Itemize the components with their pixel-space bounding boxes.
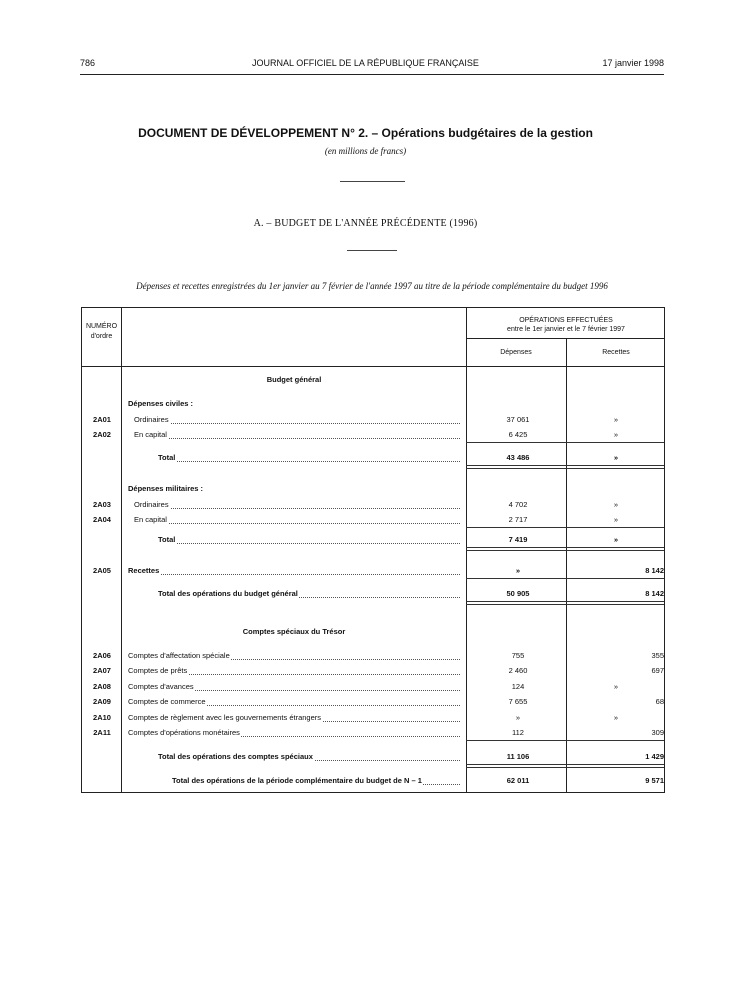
page-number: 786 xyxy=(80,58,96,68)
table-row xyxy=(82,589,666,601)
section-heading: A. – BUDGET DE L'ANNÉE PRÉCÉDENTE (1996) xyxy=(253,218,478,229)
row-code: 2A09 xyxy=(93,697,111,706)
budget-table xyxy=(81,307,665,793)
subsection-depenses-civiles: Dépenses civiles : xyxy=(128,399,194,408)
section-budget-general: Budget général xyxy=(266,375,322,384)
header-depenses: Dépenses xyxy=(500,349,532,356)
row-label: Total xyxy=(158,535,176,544)
row-recettes: 8 142 xyxy=(645,589,664,598)
row-code: 2A07 xyxy=(93,666,111,675)
row-recettes: 9 571 xyxy=(645,776,664,785)
row-depenses: 37 061 xyxy=(506,415,530,424)
section-comptes-speciaux: Comptes spéciaux du Trésor xyxy=(242,627,346,636)
row-label: Total des opérations de la période complémentaire du budget de N – 1 xyxy=(172,776,422,785)
table-row xyxy=(82,500,666,512)
row-code: 2A01 xyxy=(93,415,111,424)
row-depenses: 43 486 xyxy=(506,453,530,462)
subsection-depenses-militaires: Dépenses militaires : xyxy=(128,484,204,493)
header-numero: NUMÉRO xyxy=(85,323,118,330)
row-code: 2A04 xyxy=(93,515,111,524)
row-depenses: 2 460 xyxy=(508,666,528,675)
row-depenses: 7 655 xyxy=(508,697,528,706)
row-depenses: 6 425 xyxy=(508,430,528,439)
table-row xyxy=(82,776,666,788)
row-depenses: 4 702 xyxy=(508,500,528,509)
row-code: 2A05 xyxy=(93,566,111,575)
row-recettes: 355 xyxy=(651,651,664,660)
row-recettes: 8 142 xyxy=(645,566,664,575)
table-row xyxy=(82,415,666,427)
header-divider xyxy=(466,338,664,339)
table-row xyxy=(82,535,666,547)
row-recettes: 309 xyxy=(651,728,664,737)
document-subtitle: (en millions de francs) xyxy=(324,146,407,156)
row-depenses: 124 xyxy=(511,682,525,691)
table-row xyxy=(82,430,666,442)
table-row xyxy=(82,666,666,678)
table-row xyxy=(82,682,666,694)
separator-rule xyxy=(340,181,405,182)
row-depenses: 62 011 xyxy=(506,776,530,785)
header-recettes: Recettes xyxy=(602,349,630,356)
row-code: 2A08 xyxy=(93,682,111,691)
row-label: En capital xyxy=(134,515,167,524)
row-recettes: » xyxy=(613,515,619,524)
header-operations: OPÉRATIONS EFFECTUÉES xyxy=(519,317,613,324)
row-label: Comptes d'affectation spéciale xyxy=(128,651,230,660)
journal-title: JOURNAL OFFICIEL DE LA RÉPUBLIQUE FRANÇAISE xyxy=(252,58,479,68)
row-label: Total xyxy=(158,453,176,462)
table-row xyxy=(82,453,666,465)
row-recettes: » xyxy=(613,430,619,439)
table-row xyxy=(82,566,666,578)
header-rule xyxy=(80,74,664,75)
row-label: En capital xyxy=(134,430,167,439)
row-label: Comptes de prêts xyxy=(128,666,188,675)
row-recettes: » xyxy=(613,453,619,462)
separator-rule xyxy=(347,250,397,251)
row-label: Comptes de règlement avec les gouvernements étrangers xyxy=(128,713,322,722)
row-depenses: » xyxy=(515,566,521,575)
row-label: Total des opérations du budget général xyxy=(158,589,298,598)
document-title: DOCUMENT DE DÉVELOPPEMENT N° 2. – Opérations budgétaires de la gestion xyxy=(138,126,593,140)
row-recettes: 68 xyxy=(655,697,664,706)
row-depenses: 7 419 xyxy=(508,535,528,544)
header-divider xyxy=(82,366,664,367)
row-depenses: 11 106 xyxy=(506,752,530,761)
row-recettes: » xyxy=(613,535,619,544)
row-recettes: » xyxy=(613,713,619,722)
table-row xyxy=(82,728,666,740)
row-recettes: » xyxy=(613,415,619,424)
table-row xyxy=(82,515,666,527)
table-row xyxy=(82,713,666,725)
row-code: 2A06 xyxy=(93,651,111,660)
row-label: Ordinaires xyxy=(134,500,169,509)
row-depenses: 2 717 xyxy=(508,515,528,524)
row-code: 2A02 xyxy=(93,430,111,439)
row-code: 2A10 xyxy=(93,713,111,722)
row-recettes: » xyxy=(613,500,619,509)
row-recettes: 1 429 xyxy=(645,752,664,761)
intro-text: Dépenses et recettes enregistrées du 1er janvier au 7 février de l'année 1997 au titre de la période complémentaire du budget 1996 xyxy=(136,281,608,291)
row-label: Recettes xyxy=(128,566,160,575)
row-depenses: » xyxy=(515,713,521,722)
header-ordre: d'ordre xyxy=(90,333,113,340)
row-depenses: 755 xyxy=(511,651,525,660)
row-recettes: » xyxy=(613,682,619,691)
publication-date: 17 janvier 1998 xyxy=(602,58,664,68)
row-depenses: 112 xyxy=(512,728,524,737)
table-row xyxy=(82,697,666,709)
row-label: Total des opérations des comptes spéciaux xyxy=(158,752,313,761)
row-label: Comptes d'avances xyxy=(128,682,194,691)
table-row xyxy=(82,651,666,663)
row-label: Ordinaires xyxy=(134,415,169,424)
table-row xyxy=(82,752,666,764)
row-depenses: 50 905 xyxy=(506,589,530,598)
row-recettes: 697 xyxy=(651,666,664,675)
row-code: 2A03 xyxy=(93,500,111,509)
row-label: Comptes d'opérations monétaires xyxy=(128,728,240,737)
header-period: entre le 1er janvier et le 7 février 1997 xyxy=(507,326,625,333)
row-label: Comptes de commerce xyxy=(128,697,206,706)
row-code: 2A11 xyxy=(93,728,111,737)
